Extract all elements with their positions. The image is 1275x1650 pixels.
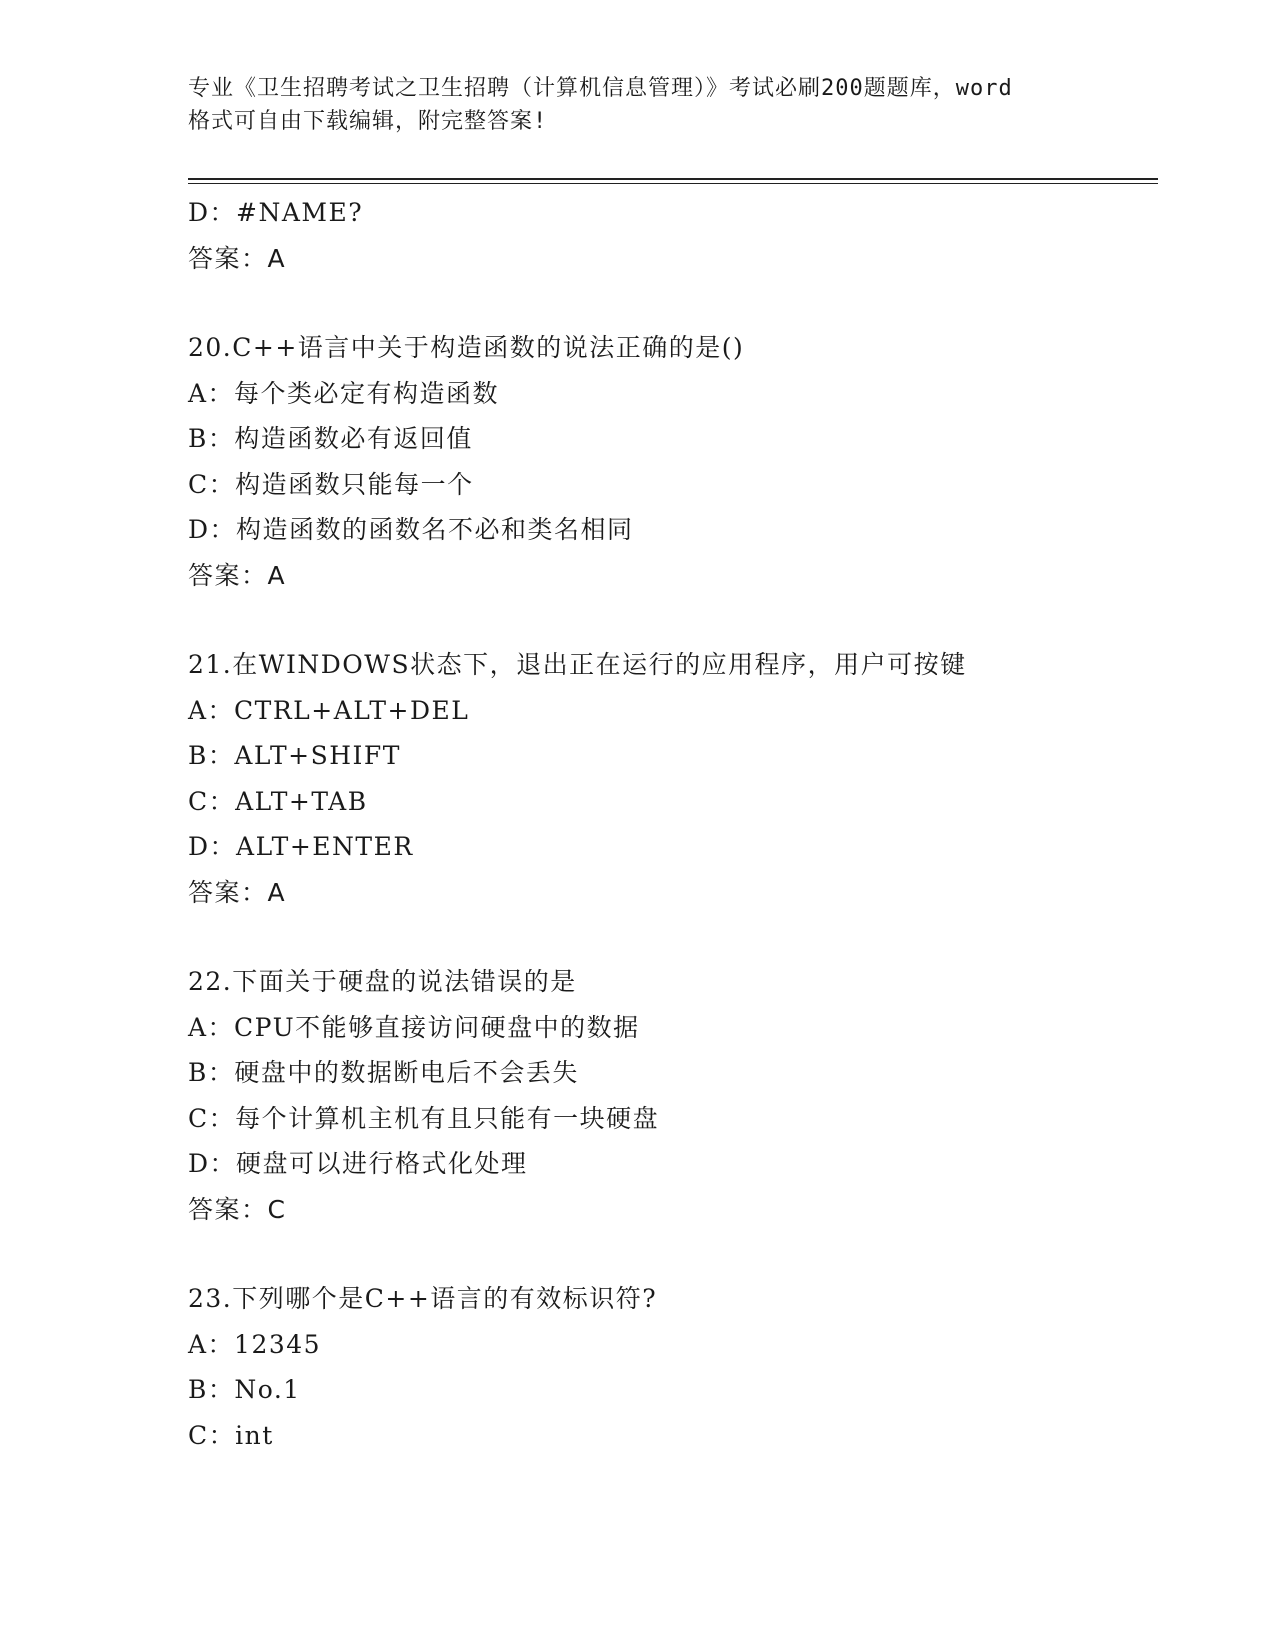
question-21 (188, 642, 1168, 915)
option-c: C：构造函数只能每一个 (188, 469, 474, 499)
option-b: B：ALT+SHIFT (188, 741, 401, 770)
document-header (188, 72, 1088, 138)
option-a: A：CTRL+ALT+DEL (188, 695, 470, 725)
spacer (188, 1232, 1168, 1276)
question-stem: 20.C++语言中关于构造函数的说法正确的是() (188, 333, 745, 362)
answer-line: 答案：A (188, 243, 287, 273)
header-divider (188, 178, 1158, 180)
question-stem: 23.下列哪个是C++语言的有效标识符? (188, 1284, 658, 1313)
option-c: C：每个计算机主机有且只能有一块硬盘 (188, 1103, 660, 1133)
option-c: C：int (188, 1420, 274, 1450)
spacer (188, 915, 1168, 959)
header-title-line-1: 专业《卫生招聘考试之卫生招聘（计算机信息管理）》考试必刷200题题库，word (188, 76, 1013, 101)
option-b: B：构造函数必有返回值 (188, 424, 473, 453)
spacer (188, 598, 1168, 642)
question-list (188, 190, 1168, 1458)
option-a: A：CPU不能够直接访问硬盘中的数据 (188, 1012, 640, 1042)
option-d: D：ALT+ENTER (188, 832, 414, 861)
option-a: A：12345 (188, 1329, 322, 1359)
option-d: D：硬盘可以进行格式化处理 (188, 1149, 528, 1178)
option-d: D：构造函数的函数名不必和类名相同 (188, 515, 634, 544)
question-20 (188, 325, 1168, 598)
answer-line: 答案：A (188, 560, 287, 590)
question-fragment (188, 190, 1168, 281)
option-a: A：每个类必定有构造函数 (188, 378, 500, 408)
question-stem: 21.在WINDOWS状态下，退出正在运行的应用程序，用户可按键 (188, 650, 967, 679)
option-b: B：No.1 (188, 1375, 301, 1404)
question-22 (188, 959, 1168, 1232)
header-divider-thin (188, 183, 1158, 184)
answer-line: 答案：A (188, 877, 287, 907)
option-d: D：#NAME? (188, 198, 364, 227)
option-c: C：ALT+TAB (188, 786, 368, 816)
answer-line: 答案：C (188, 1194, 287, 1224)
question-23 (188, 1276, 1168, 1458)
spacer (188, 281, 1168, 325)
question-stem: 22.下面关于硬盘的说法错误的是 (188, 967, 577, 996)
header-title-line-2: 格式可自由下载编辑，附完整答案! (188, 109, 548, 134)
option-b: B：硬盘中的数据断电后不会丢失 (188, 1058, 579, 1087)
